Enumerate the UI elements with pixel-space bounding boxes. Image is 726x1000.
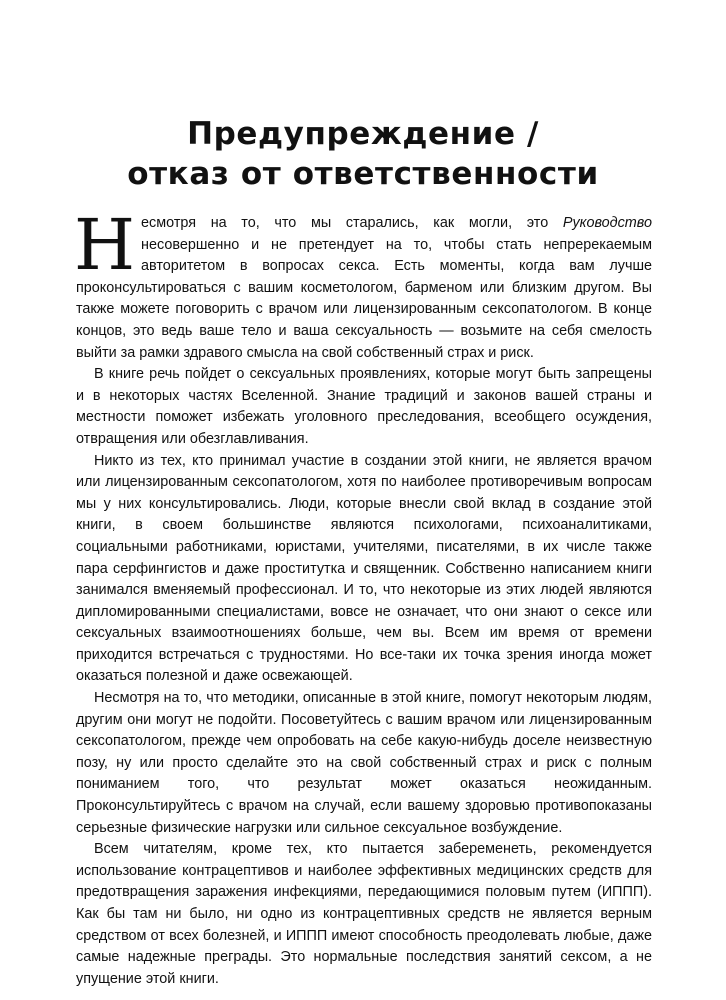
- paragraph-1-italic-word: Руководство: [562, 215, 652, 231]
- title-line-2: отказ от ответственности: [127, 156, 599, 192]
- page-title: [60, 114, 666, 194]
- paragraph-1-text-rest: несовершенно и не претендует на то, чтобы стать непререкаемым авторитетом в вопросах секса. Есть моменты, когда вам лучше проконсультироваться с вашим косметологом, барменом или близким другом. Вы также можете поговорить с врачом или лицензированным сексопатологом. В конце концов, это ведь ваше тело и ваша сексуальность — возьмите на себя смелость выйти за рамки здравого смысла на свой собственный страх и риск.: [76, 236, 652, 361]
- paragraph-1: [74, 204, 652, 364]
- drop-cap: Н: [74, 204, 136, 286]
- body-text: [74, 204, 652, 990]
- paragraph-2: В книге речь пойдет о сексуальных проявлениях, которые могут быть запрещены и в некоторых частях Вселенной. Знание традиций и законов вашей страны и местности поможет избежать уголовного преследования, всеобщего осуждения, отвращения или обезглавливания.: [76, 366, 652, 447]
- paragraph-5: Всем читателям, кроме тех, кто пытается забеременеть, рекомендуется использование контрацептивов и наиболее эффективных медицинских средств для предотвращения заражения инфекциями, передающимися половым путем (ИППП). Как бы там ни было, ни одно из контрацептивных средств не является верным средством от всех болезней, и ИППП имеют способность преодолевать любые, даже самые надежные преграды. Это нормальные последствия занятий сексом, а не упущение этой книги.: [76, 841, 652, 987]
- paragraph-4: Несмотря на то, что методики, описанные в этой книге, помогут некоторым людям, другим они могут не подойти. Посоветуйтесь с вашим врачом или лицензированным сексопатологом, прежде чем опробовать на себе какую-нибудь доселе неизвестную позу, ну или просто сделайте это на свой собственный страх и риск с полным пониманием того, что результат может оказаться неожиданным. Проконсультируйтесь с врачом на случай, если вашему здоровью противопоказаны серьезные физические нагрузки или сильное сексуальное возбуждение.: [76, 690, 652, 836]
- paragraph-1-text-start: есмотря на то, что мы старались, как могли, это: [141, 215, 563, 231]
- paragraph-3: Никто из тех, кто принимал участие в создании этой книги, не является врачом или лицензированным сексопатологом, хотя по наиболее противоречивым вопросам мы у них консультировались. Люди, которые внесли свой вклад в создание этой книги, в своем большинстве являются психологами, психоаналитиками, социальными работниками, юристами, учителями, писателями, в их числе также пара серфингистов и даже проститутка и священник. Собственно написанием книги занимался вменяемый профессионал. И то, что некоторые из этих людей являются дипломированными специалистами, вовсе не означает, что они знают о сексе или сексуальных взаимоотношениях больше, чем вы. Всем им время от времени приходится встречаться с трудностями. Но все-таки их точка зрения иногда может оказаться полезной и даже освежающей.: [76, 452, 652, 685]
- title-line-1: Предупреждение /: [187, 116, 539, 152]
